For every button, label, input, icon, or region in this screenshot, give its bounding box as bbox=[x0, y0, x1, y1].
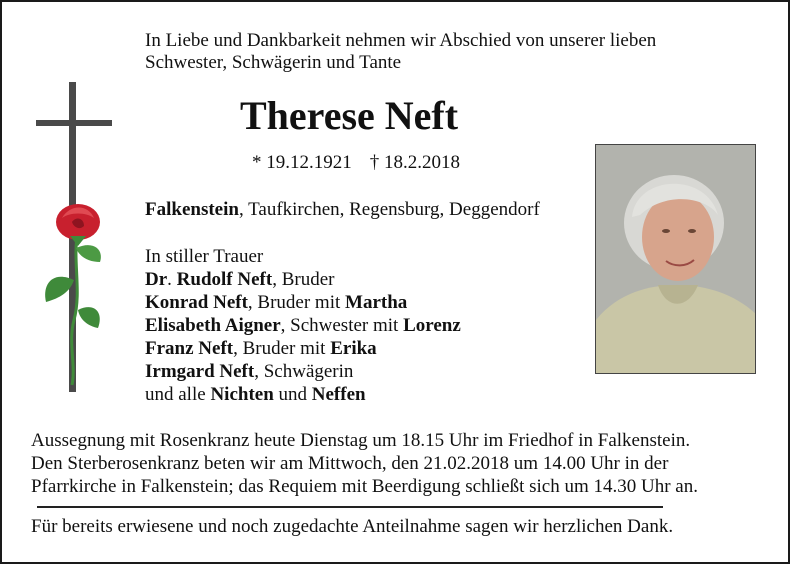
mourner-group: Nichten bbox=[210, 384, 274, 405]
death-date: † 18.2.2018 bbox=[369, 152, 460, 173]
mourner-partner: Lorenz bbox=[403, 315, 461, 336]
mourner-relation: , Schwägerin bbox=[254, 361, 354, 382]
rose-leaf bbox=[76, 245, 101, 262]
place-rest: , Taufkirchen, Regensburg, Deggendorf bbox=[238, 199, 540, 220]
portrait-drawing bbox=[596, 145, 756, 374]
life-dates bbox=[252, 152, 460, 174]
portrait-photo bbox=[595, 144, 756, 374]
intro-line-1: In Liebe und Dankbarkeit nehmen wir Abschied von unserer lieben bbox=[145, 30, 657, 51]
portrait-eye bbox=[662, 229, 670, 233]
mourner-line-2 bbox=[145, 292, 407, 314]
mourner-relation: , Bruder mit bbox=[247, 292, 346, 313]
cross-horizontal-beam bbox=[36, 120, 112, 126]
mourner-name: Elisabeth Aigner bbox=[145, 315, 281, 336]
place-bold: Falkenstein bbox=[145, 199, 239, 220]
divider-line bbox=[37, 506, 663, 508]
mourner-relation: , Schwester mit bbox=[280, 315, 404, 336]
mourner-name: Franz Neft bbox=[145, 338, 234, 359]
mourner-relation: , Bruder bbox=[272, 269, 335, 290]
mourning-heading: In stiller Trauer bbox=[145, 246, 264, 267]
places-line bbox=[145, 199, 540, 221]
mourner-name: Irmgard Neft bbox=[145, 361, 255, 382]
mourner-line-1 bbox=[145, 269, 334, 291]
cross-with-rose-illustration bbox=[32, 80, 122, 396]
mourner-group: Neffen bbox=[311, 384, 366, 405]
rose-leaf bbox=[78, 307, 100, 328]
service-line-3: Pfarrkirche in Falkenstein; das Requiem mit Beerdigung schließt sich um 14.30 Uhr an. bbox=[31, 476, 698, 497]
deceased-name: Therese Neft bbox=[240, 93, 459, 138]
mourner-partner: Martha bbox=[345, 292, 408, 313]
portrait-eye bbox=[688, 229, 696, 233]
mourner-relation: , Bruder mit bbox=[233, 338, 331, 359]
portrait-face bbox=[642, 193, 714, 281]
mourner-name: Konrad Neft bbox=[145, 292, 248, 313]
service-line-2: Den Sterberosenkranz beten wir am Mittwoch, den 21.02.2018 um 14.00 Uhr in der bbox=[31, 453, 669, 474]
mourner-line-6 bbox=[145, 384, 366, 406]
mourner-partner: Erika bbox=[330, 338, 377, 359]
mourner-sep: . bbox=[167, 269, 177, 290]
intro-line-2: Schwester, Schwägerin und Tante bbox=[145, 52, 402, 73]
mourner-text: und alle bbox=[145, 384, 211, 405]
mourner-line-4 bbox=[145, 338, 377, 360]
mourner-title: Dr bbox=[145, 269, 168, 290]
mourner-line-3 bbox=[145, 315, 461, 337]
mourner-text: und bbox=[273, 384, 312, 405]
mourner-name: Rudolf Neft bbox=[176, 269, 273, 290]
mourner-line-5 bbox=[145, 361, 353, 383]
birth-date: * 19.12.1921 bbox=[252, 152, 352, 173]
service-line-1: Aussegnung mit Rosenkranz heute Dienstag um 18.15 Uhr im Friedhof in Falkenstein. bbox=[31, 430, 691, 451]
thanks-line: Für bereits erwiesene und noch zugedachte Anteilnahme sagen wir herzlichen Dank. bbox=[31, 516, 674, 537]
